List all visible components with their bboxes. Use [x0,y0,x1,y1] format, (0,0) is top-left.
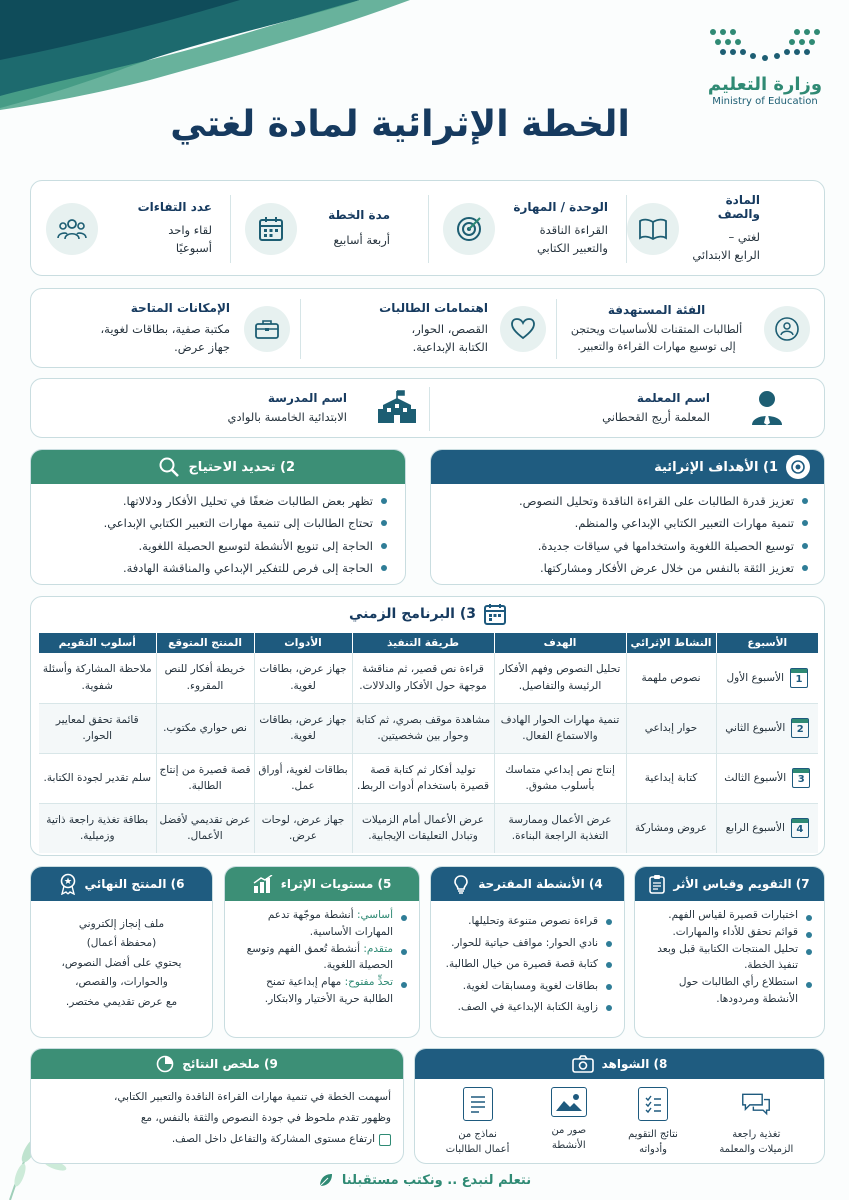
needs-card [30,449,406,585]
week-cell: الأسبوع الثالث [724,771,787,784]
teacher-value: المعلمة أريج القحطاني [602,410,710,425]
evidence-item: صور من الأنشطة [551,1087,587,1157]
need-item: الحاجة إلى تنويع الأنشطة لتوسيع الحصيلة اللغوية. [41,535,387,557]
activity-item: زاوية الكتابة الإبداعية في الصف. [437,997,612,1019]
col-product: المنتج المتوقع [156,633,254,653]
week-calendar-icon: 1 [790,668,808,688]
goals-list [441,490,808,580]
info-teacher [429,387,824,431]
speech-icon [741,1087,771,1121]
eval-cell: بطاقة تغذية راجعة ذاتية وزميلية. [39,803,156,853]
leaf-icon [318,1172,334,1188]
goals-title: 1) الأهداف الإثرائية [654,459,778,475]
program-calendar-icon [484,603,506,625]
info-resources [32,299,300,359]
interests-value-2: الكتابة الإبداعية. [412,340,488,354]
evidence-item: نماذج من أعمال الطالبات [446,1087,510,1157]
need-item: تحتاج الطالبات إلى تنمية مهارات التعبير الكتابي الإبداعي. [41,512,387,534]
level-item-challenge [233,974,407,1008]
final-product-body [37,915,206,1012]
ministry-name-ar: وزارة التعليم [707,74,823,95]
heart-icon [500,306,546,352]
week-cell: الأسبوع الثاني [725,721,786,734]
info-duration [230,195,428,263]
goals-header [431,450,824,484]
level-key: متقدم: [363,942,393,955]
product-cell: عرض تقديمي لأفضل الأعمال. [156,803,254,853]
activity-cell: كتابة إبداعية [626,753,716,803]
final-product-title: 6) المنتج النهائي [84,877,185,891]
interests-label: اهتمامات الطالبات [379,301,488,316]
final-product-line: ملف إنجاز إلكتروني [78,918,165,930]
goal-item: تنمية مهارات التعبير الكتابي الإبداعي والمنظم. [441,512,808,534]
book-icon [627,203,679,255]
ministry-name-en: Ministry of Education [712,95,818,107]
level-text: أنشطة تُعمق الفهم وتوسع الحصيلة اللغوية. [246,942,393,972]
evaluation-item: استطلاع رأي الطالبات حول الأنشطة ومردودها. [643,974,812,1008]
evidence-header [415,1049,824,1079]
level-text: أنشطة موجّهة تدعم المهارات الأساسية. [267,909,393,938]
goal-cell: تحليل النصوص وفهم الأفكار الرئيسة والتفاصيل. [494,653,626,703]
summary-line: ارتفاع مستوى المشاركة والتفاعل داخل الصف. [171,1133,375,1145]
photo-icon [551,1087,587,1117]
info-card-target [30,288,825,368]
evidence-title: 8) الشواهد [601,1057,668,1071]
evaluation-card [634,866,825,1038]
summary-body [39,1087,391,1150]
goals-card [430,449,825,585]
activity-item: نادي الحوار: مواقف حياتية للحوار. [437,933,612,955]
level-key: تحدٍّ مفتوح: [344,976,393,989]
info-meetings [32,195,230,263]
goal-cell: إنتاج نص إبداعي متماسك بأسلوب مشوق. [494,753,626,803]
table-row [39,653,818,703]
table-row [39,803,818,853]
week-calendar-icon: 2 [791,718,809,738]
final-product-header [31,867,212,901]
needs-list [41,490,387,580]
summary-line: أسهمت الخطة في تنمية مهارات القراءة الناقدة والتعبير الكتابي، [113,1091,391,1103]
goal-cell: عرض الأعمال وممارسة التغذية الراجعة البناءة. [494,803,626,853]
tools-cell: بطاقات لغوية، أوراق عمل. [254,753,352,803]
activity-item: كتابة قصة قصيرة من خيال الطالبة. [437,954,612,976]
goal-item: توسيع الحصيلة اللغوية واستخدامها في سياقات جديدة. [441,535,808,557]
school-value: الابتدائية الخامسة بالوادي [227,410,347,425]
activities-title: 4) الأنشطة المقترحة [478,877,603,891]
info-target-group [556,299,824,359]
final-product-line: يحتوي على أفضل النصوص، [61,956,182,969]
info-interests [300,299,556,359]
program-card [30,596,825,856]
activities-card [430,866,625,1038]
page-title: الخطة الإثرائية لمادة لغتي [170,104,630,145]
week-calendar-icon: 4 [791,818,809,838]
activities-header [431,867,624,901]
goal-item: تعزيز الثقة بالنفس من خلال عرض الأفكار ومشاركتها. [441,557,808,579]
week-cell: الأسبوع الأول [726,671,785,684]
footer-slogan [0,1172,849,1188]
document-icon [463,1087,493,1121]
subject-value-2: الرابع الابتدائي [692,248,760,262]
interests-value-1: القصص، الحوار، [411,322,488,337]
magnifier-icon [158,456,180,478]
product-cell: خريطة أفكار للنص المقروء. [156,653,254,703]
col-activity: النشاط الإثرائي [626,633,716,653]
info-unit [428,195,626,263]
subject-label: المادة والصف [717,193,760,222]
bar-chart-icon [253,875,273,893]
activity-item: بطاقات لغوية ومسابقات لغوية. [437,976,612,998]
subject-value-1: لغتي – [728,230,760,245]
target-group-value-2: إلى توسيع مهارات القراءة والتعبير. [577,340,736,353]
eval-cell: ملاحظة المشاركة وأسئلة شفوية. [39,653,156,703]
evidence-item: نتائج التقويم وأدواته [628,1087,678,1157]
needs-title: 2) تحديد الاحتياج [188,459,295,475]
col-week: الأسبوع [716,633,818,653]
evidence-card [414,1048,825,1164]
duration-label: مدة الخطة [328,208,390,223]
students-icon [764,306,810,352]
unit-value-2: والتعبير الكتابي [536,241,608,255]
target-group-value-1: ألطالبات المتقنات للأساسيات ويحتجن [570,322,743,336]
eval-cell: قائمة تحقق لمعايير الحوار. [39,703,156,753]
activity-cell: نصوص ملهمة [626,653,716,703]
level-text: مهام إبداعية تمنح الطالبة حرية الأختيار والابتكار. [264,976,393,1005]
need-item: الحاجة إلى فرص للتفكير الإبداعي والمناقشة الهادفة. [41,557,387,579]
evaluation-item: تحليل المنتجات الكتابية قبل وبعد تنفيذ الخطة. [643,941,812,975]
final-product-line: (محفظة أعمال) [86,937,157,950]
info-card-names [30,378,825,438]
summary-header [31,1049,403,1079]
final-product-line: والحوارات، والقصص، [75,976,168,989]
program-header [31,603,824,625]
table-row [39,753,818,803]
target-icon [443,203,495,255]
col-goal: الهدف [494,633,626,653]
school-label: اسم المدرسة [267,391,347,406]
level-item-basic [233,907,407,941]
evaluation-item: اختبارات قصيرة لقياس الفهم. [643,907,812,924]
slogan-text: نتعلم لنبدع .. ونكتب مستقبلنا [341,1172,532,1188]
levels-title: 5) مستويات الإثراء [280,877,392,891]
activity-cell: حوار إبداعي [626,703,716,753]
target-group-label: الفئة المستهدفة [607,302,706,317]
program-header-row [39,633,818,653]
activity-item: قراءة نصوص متنوعة وتحليلها. [437,911,612,933]
evaluation-list [643,907,812,1008]
col-method: طريقة التنفيذ [352,633,494,653]
top-left-wave-decoration [0,0,420,110]
final-product-line: مع عرض تقديمي مختصر. [65,995,178,1008]
program-table [39,633,818,853]
lightbulb-icon [452,874,470,894]
level-item-advanced [233,941,407,975]
evaluation-item: قوائم تحقق للأداء والمهارات. [643,924,812,941]
check-mini-icon [379,1134,391,1146]
award-icon [59,873,77,895]
evaluation-header [635,867,824,901]
duration-value: أربعة أسابيع [333,233,390,248]
col-eval: أسلوب التقويم [39,633,156,653]
tools-cell: جهاز عرض، بطاقات لغوية. [254,653,352,703]
need-item: تظهر بعض الطالبات ضعفًا في تحليل الأفكار ودلالاتها. [41,490,387,512]
goals-target-icon [786,455,810,479]
resources-value-1: مكتبة صفية، بطاقات لغوية، [100,322,230,337]
tools-cell: جهاز عرض، لوحات عرض. [254,803,352,853]
table-row [39,703,818,753]
levels-header [225,867,419,901]
levels-list [233,907,407,1008]
ministry-dots-logo-icon [705,22,825,70]
ministry-logo [700,22,830,117]
meetings-label: عدد التفاءات [137,200,212,215]
product-cell: قصة قصيرة من إنتاج الطالبة. [156,753,254,803]
briefcase-icon [244,306,290,352]
resources-label: الإمكانات المتاحة [130,301,230,316]
col-tools: الأدوات [254,633,352,653]
unit-value-1: القراءة الناقدة [539,223,608,238]
meetings-value-1: لقاء واحد [168,223,212,238]
camera-icon [572,1055,594,1073]
unit-label: الوحدة / المهارة [513,200,608,215]
activities-list [437,911,612,1019]
eval-cell: سلم تقدير لجودة الكتابة. [39,753,156,803]
evaluation-title: 7) التقويم وقياس الأثر [673,877,810,891]
level-key: أساسي: [356,909,393,921]
teacher-label: اسم المعلمة [636,391,710,406]
method-cell: توليد أفكار ثم كتابة قصة قصيرة باستخدام أدوات الربط. [352,753,494,803]
goal-cell: تنمية مهارات الحوار الهادف والاستماع الفعال. [494,703,626,753]
evidence-item: تغذية راجعة الزميلات والمعلمة [719,1087,793,1157]
method-cell: قراءة نص قصير، ثم مناقشة موجهة حول الأفكار والدلالات. [352,653,494,703]
teacher-icon [750,389,784,429]
summary-title: 9) ملخص النتائج [182,1057,278,1071]
program-title: 3) البرنامج الزمني [349,606,476,622]
product-cell: نص حواري مكتوب. [156,703,254,753]
checklist-icon [638,1087,668,1121]
week-calendar-icon: 3 [792,768,810,788]
needs-header [31,450,405,484]
goal-item: تعزيز قدرة الطالبات على القراءة الناقدة وتحليل النصوص. [441,490,808,512]
info-card-basic [30,180,825,276]
resources-value-2: جهاز عرض. [174,340,230,354]
school-icon [377,389,417,429]
calendar-icon [245,203,297,255]
final-product-card [30,866,213,1038]
group-icon [46,203,98,255]
pie-chart-icon [156,1055,174,1073]
summary-card [30,1048,404,1164]
week-cell: الأسبوع الرابع [725,822,785,835]
method-cell: مشاهدة موقف بصري، ثم كتابة وحوار بين شخصيتين. [352,703,494,753]
evidence-items [425,1087,814,1157]
info-school [31,387,429,431]
clipboard-icon [649,874,665,894]
tools-cell: جهاز عرض، بطاقات لغوية. [254,703,352,753]
summary-line: وظهور تقدم ملحوظ في جودة النصوص والثقة بالنفس، مع [140,1112,391,1124]
activity-cell: عروض ومشاركة [626,803,716,853]
method-cell: عرض الأعمال أمام الزميلات وتبادل التعليقات الإيجابية. [352,803,494,853]
levels-card [224,866,420,1038]
info-subject [626,195,824,263]
meetings-value-2: أسبوعيًا [175,241,212,255]
